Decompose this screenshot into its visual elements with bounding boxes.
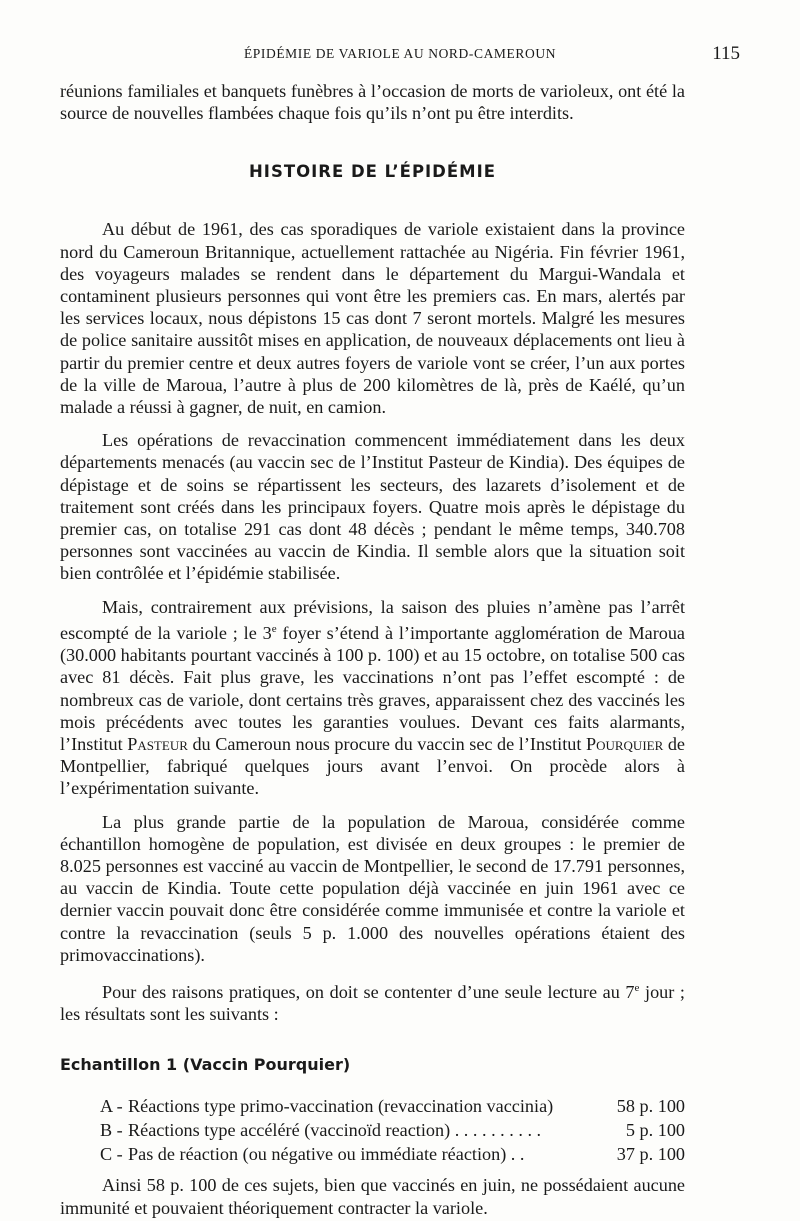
running-head xyxy=(60,43,740,66)
result-letter: C - xyxy=(100,1144,123,1165)
text-run: de Montpellier, fabriqué quelques jours avant l’envoi. On procède alors à l’expérimentation suivante. xyxy=(60,733,685,799)
paragraph-revaccination: Les opérations de revaccination commencent immédiatement dans les deux départements menacés (au vaccin sec de l’Institut Pasteur de Kindia). Des équipes de dépistage et de soins se répartissent les secteurs, des lazarets d’isolement et de traitement sont créés dans les principaux foyers. Quatre mois après le dépistage du premier cas, on totalise 291 cas dont 48 décès ; pendant le même temps, 340.708 personnes sont vaccinées au vaccin de Kindia. Il semble alors que la situation soit bien contrôlée et l’épidémie stabilisée. xyxy=(60,430,685,584)
result-row xyxy=(100,1118,685,1142)
text-run: du Cameroun nous procure du vaccin sec de l’Institut xyxy=(187,733,586,754)
small-caps-name: Pourquier xyxy=(585,733,664,754)
result-row xyxy=(100,1142,685,1166)
superscript: e xyxy=(634,981,640,994)
result-letter: B - xyxy=(100,1120,123,1141)
running-title: ÉPIDÉMIE DE VARIOLE AU NORD-CAMEROUN xyxy=(243,46,557,61)
page-body xyxy=(60,80,685,1219)
paragraph-continued: réunions familiales et banquets funèbres à l’occasion de morts de varioleux, ont été la source de nouvelles flambées chaque fois qu’ils n’ont pu être interdits. xyxy=(60,81,685,124)
sample-heading: Echantillon 1 (Vaccin Pourquier) xyxy=(60,1055,351,1075)
result-value: 58 p. 100 xyxy=(616,1096,685,1117)
result-letter: A - xyxy=(100,1096,123,1117)
text-run: foyer s’étend à l’importante agglomération de Maroua (30.000 habitants pourtant vaccinés à 100 p. 100) et au 15 octobre, on totalise 500 cas avec 81 décès. Fait plus grave, les vaccinations n’ont pas l’effet escompté : de nombreux cas de variole, dont certains très graves, apparaissent chez des vaccinés les mois précédents avec toutes les garanties voulues. Devant ces faits alarmants, l’Institut xyxy=(60,622,686,754)
section-heading: HISTOIRE DE L’ÉPIDÉMIE xyxy=(249,162,496,182)
paragraph-reading xyxy=(60,977,685,1025)
paragraph-conclusion: Ainsi 58 p. 100 de ces sujets, bien que vaccinés en juin, ne possédaient aucune immunité et pouvaient théoriquement contracter la variole. xyxy=(60,1175,685,1218)
paragraph-population: La plus grande partie de la population de Maroua, considérée comme échantillon homogène de population, est divisée en deux groupes : le premier de 8.025 personnes est vacciné au vaccin de Montpellier, le second de 17.791 personnes, au vaccin de Kindia. Toute cette population déjà vaccinée en juin 1961 avec ce dernier vaccin pouvait donc être considérée comme immunisée et contre la variole et contre la revaccination (seuls 5 p. 1.000 des nouvelles opérations étaient des primovaccinations). xyxy=(60,811,685,965)
page-number: 115 xyxy=(712,43,740,64)
result-value: 37 p. 100 xyxy=(616,1144,685,1165)
paragraph-rainy-season xyxy=(60,596,685,800)
result-label: Réactions type primo-vaccination (revaccination vaccinia) xyxy=(128,1096,554,1117)
text-run: Pour des raisons pratiques, on doit se contenter d’une seule lecture au 7 xyxy=(102,982,635,1003)
superscript: e xyxy=(271,622,277,635)
small-caps-name: Pasteur xyxy=(127,733,188,754)
result-label: Pas de réaction (ou négative ou immédiate réaction) . . xyxy=(128,1144,525,1165)
result-label: Réactions type accéléré (vaccinoïd reaction) . . . . . . . . . . xyxy=(128,1120,542,1141)
text-run: jour ; les résultats sont les suivants : xyxy=(60,982,685,1025)
results-list xyxy=(100,1094,685,1166)
result-row xyxy=(100,1094,685,1118)
paragraph-history: Au début de 1961, des cas sporadiques de variole existaient dans la province nord du Cameroun Britannique, actuellement rattachée au Nigéria. Fin février 1961, des voyageurs malades se rendent dans le département du Margui-Wandala et contaminent plusieurs personnes qui vont être les premiers cas. En mars, alertés par les services locaux, nous dépistons 15 cas dont 7 seront mortels. Malgré les mesures de police sanitaire aussitôt mises en application, de nouveaux déplacements ont lieu à partir du premier centre et deux autres foyers de variole vont se créer, l’un aux portes de la ville de Maroua, l’autre à plus de 200 kilomètres de là, près de Kaélé, qu’un malade a réussi à gagner, de nuit, en camion. xyxy=(60,219,685,418)
text-run: Mais, contrairement aux prévisions, la saison des pluies n’amène pas l’arrêt escompté de la variole ; le 3 xyxy=(60,596,685,643)
result-value: 5 p. 100 xyxy=(625,1120,685,1141)
